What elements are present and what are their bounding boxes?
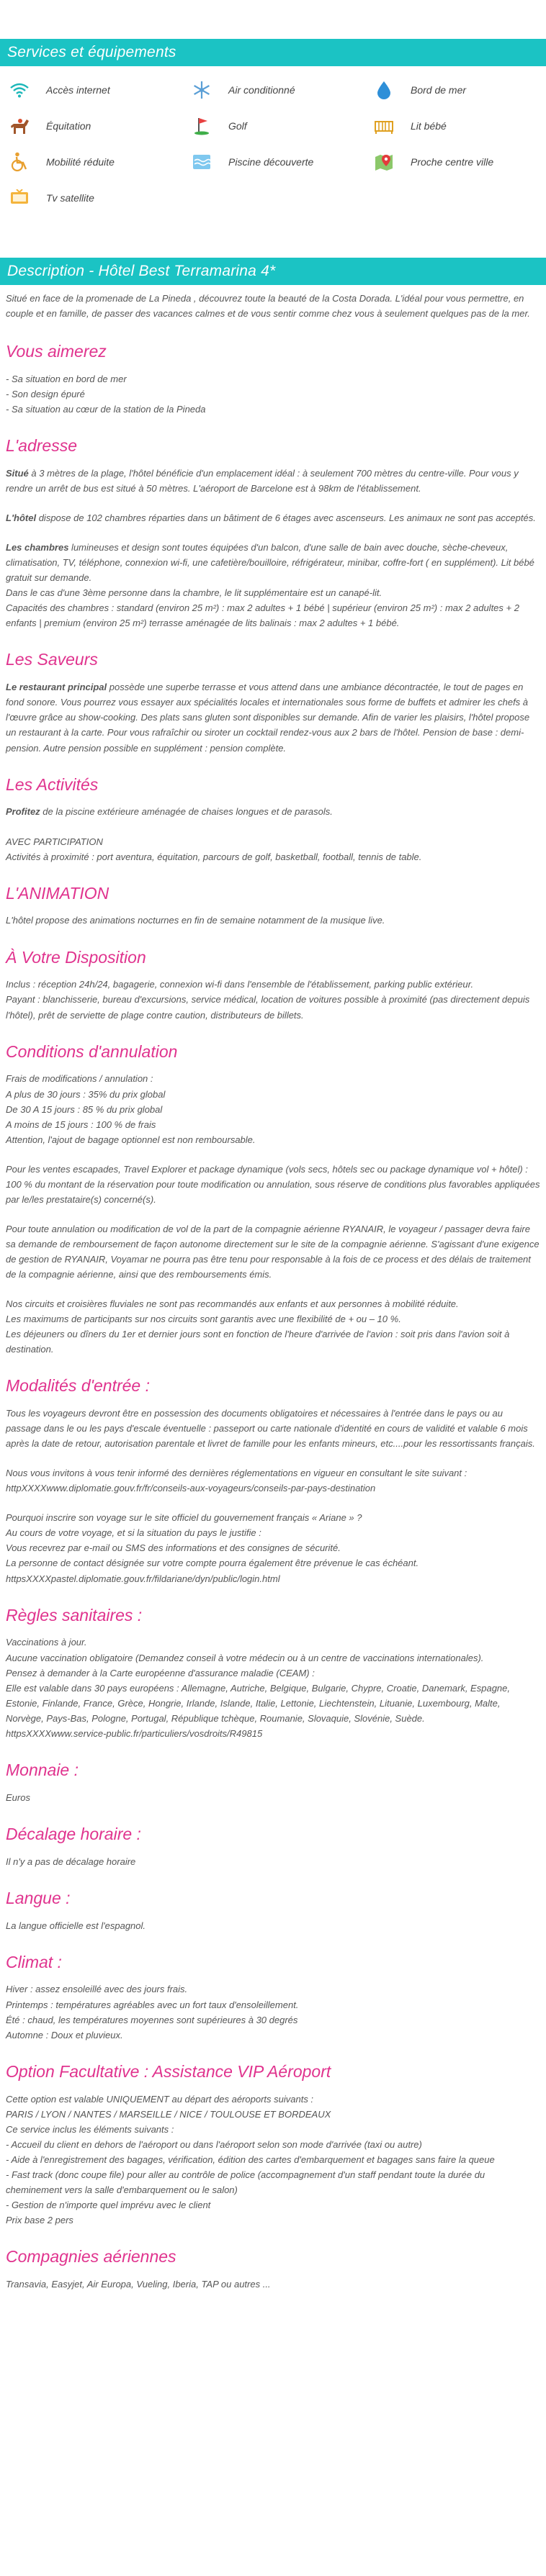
sanitaires-line: httpsXXXXwww.service-public.fr/particuliers/vosdroits/R49815	[6, 1727, 263, 1739]
list-item: A plus de 30 jours : 35% du prix global	[6, 1088, 166, 1100]
description-content	[0, 291, 546, 2292]
animation-paragraph: L'hôtel propose des animations nocturnes en fin de semaine notamment de la musique live.	[6, 915, 385, 926]
description-intro: Situé en face de la promenade de La Pineda , découvrez toute la beauté de la Costa Dorada. L'idéal pour vous permettre, en couple et en famille, de passer des vacances calmes et de vous sentir comme chez vous à seulement quelques pas de la mer.	[6, 293, 530, 320]
sanitaires-line: Elle est valable dans 30 pays européens : Allemagne, Autriche, Belgique, Bulgarie, Chypre, Croatie, Danemark, Espagne, Estonie, Finlande, France, Grèce, Hongrie, Irlande, Islande, Italie, Lettonie, Liechtenstein, Lituanie, Luxembourg, Malte, Norvège, Pays-Bas, Pologne, Portugal, République tchèque, Roumanie, Slovaquie, Slovénie, Suède.	[6, 1682, 510, 1724]
section-title-annulation: Conditions d'annulation	[6, 1041, 178, 1061]
list-item: PARIS / LYON / NANTES / MARSEILLE / NICE / TOULOUSE ET BORDEAUX	[6, 2108, 331, 2120]
section-title-animation: L'ANIMATION	[6, 883, 109, 903]
list-item: Attention, l'ajout de bagage optionnel est non remboursable.	[6, 1134, 256, 1145]
list-item: - Accueil du client en dehors de l'aéroport ou dans l'aéroport selon son mode d'arrivée (taxi ou autre)	[6, 2138, 422, 2150]
section-title-aimerez: Vous aimerez	[6, 342, 107, 361]
paragraph-text: à 3 mètres de la plage, l'hôtel bénéficie d'un emplacement idéal : à seulement 700 mètres du centre-ville. Pour vous y rendre un arrêt de bus est situé à 50 mètres. L'aéroport de Barcelone est à 98km de l'établissement.	[6, 468, 519, 494]
service-item-internet	[9, 75, 191, 105]
vip-list	[6, 2092, 540, 2228]
list-item: A moins de 15 jours : 100 % de frais	[6, 1118, 156, 1130]
services-header: Services et équipements	[0, 39, 546, 66]
bold-lead: Profitez	[6, 806, 40, 818]
saveurs-paragraph	[6, 679, 540, 755]
section-title-entree: Modalités d'entrée :	[6, 1376, 151, 1396]
annulation-paragraph: Les déjeuners ou dîners du 1er et dernier jours sont en fonction de l'heure d'arrivée de l'avion : soit pris dans l'avion soit à destination.	[6, 1329, 510, 1355]
service-label: Golf	[228, 119, 247, 132]
map-pin-icon	[373, 151, 395, 173]
paragraph-text: possède une superbe terrasse et vous attend dans une ambiance décontractée, le tout de pages en fond sonore. Vous pourrez vous essayer aux spécialités locales et internationales sous forme de buffets et admirer les chefs à l'œuvre grâce au show-cooking. Des plats sans gluten sont disponibles sur demande. Afin de varier les plaisirs, l'hôtel propose un restaurant à la carte. Pour vous rafraîchir ou siroter un cocktail rendez-vous aux 2 bars de l'hôtel. Pension de base : demi-pension. Autre pension possible en supplément : pension complète.	[6, 682, 530, 754]
list-item: Cette option est valable UNIQUEMENT au départ des aéroports suivants :	[6, 2093, 314, 2105]
bold-lead: L'hôtel	[6, 512, 37, 524]
entree-line: Au cours de votre voyage, et si la situation du pays le justifie :	[6, 1527, 261, 1539]
list-item: - Aide à l'enregistrement des bagages, vérification, édition des cartes d'embarquement et bagages sans faire la queue	[6, 2154, 495, 2165]
list-item: Hiver : assez ensoleillé avec des jours frais.	[6, 1984, 188, 1995]
entree-paragraph: Tous les voyageurs devront être en possession des documents obligatoires et nécessaires à l'entrée dans le pays ou au passage dans le ou les pays d'escale éventuelle : passeport ou carte nationale d'identité en cours de validité et valable 6 mois après la date de retour, autorisation parentale et livret de famille pour les enfants mineurs, etc....pour les ressortissants français.	[6, 1408, 535, 1450]
activites-line: Activités à proximité : port aventura, équitation, parcours de golf, basketball, football, tennis de table.	[6, 851, 422, 862]
adresse-paragraph: Capacités des chambres : standard (environ 25 m²) : max 2 adultes + 1 bébé | supérieur (environ 25 m²) : max 2 adultes + 2 enfants | premium (environ 25 m²) terrasse aménagée de lits balinais : max 2 adultes + 1 bébé.	[6, 602, 519, 629]
service-item-citycenter	[373, 147, 546, 177]
section-title-saveurs: Les Saveurs	[6, 650, 98, 669]
service-label: Bord de mer	[411, 83, 467, 96]
paragraph-text: de la piscine extérieure aménagée de chaises longues et de parasols.	[40, 806, 333, 818]
water-drop-icon	[373, 79, 395, 101]
disposition-line: Inclus : réception 24h/24, bagagerie, connexion wi-fi dans l'ensemble de l'établissement, parking public extérieur.	[6, 979, 474, 990]
services-grid	[0, 75, 546, 213]
snowflake-icon	[191, 79, 212, 101]
annulation-paragraph: Pour les ventes escapades, Travel Explorer et package dynamique (vols secs, hôtels sec ou package dynamique vol + hôtel) : 100 % du montant de la réservation pour toute modification ou annulation, sous réserve de conditions plus favorables appliquées par le/les prestataire(s) concerné(s).	[6, 1163, 540, 1205]
section-title-adresse: L'adresse	[6, 436, 78, 456]
section-title-activites: Les Activités	[6, 774, 99, 794]
service-item-mobility	[9, 147, 191, 177]
annulation-paragraph: Pour toute annulation ou modification de vol de la part de la compagnie aérienne RYANAIR, le voyageur / passager devra faire sa demande de remboursement de façon autonome directement sur le site de la compagnie aérienne. S'agissant d'une exigence de gestion de RYANAIR, Voyamar ne pourra pas être tenu pour responsable à la fois de ce process et des délais de traitement de la compagnie aérienne, ainsi que des remboursements émis.	[6, 1223, 540, 1280]
bold-lead: Situé	[6, 468, 29, 479]
sanitaires-line: Vaccinations à jour.	[6, 1637, 87, 1648]
langue-text: La langue officielle est l'espagnol.	[6, 1920, 146, 1931]
paragraph-text: lumineuses et design sont toutes équipées d'un balcon, d'une salle de bain avec douche, sèche-cheveux, climatisation, TV, téléphone, connexion wi-fi, une cafetière/bouilloire, réfrigérateur, minibar, coffre-fort ( en supplément). Lit bébé gratuit sur demande.	[6, 542, 534, 584]
horse-icon	[9, 115, 30, 137]
section-title-vip: Option Facultative : Assistance VIP Aéroport	[6, 2061, 331, 2081]
section-title-langue: Langue :	[6, 1888, 71, 1907]
service-item-horse	[9, 111, 191, 141]
service-label: Accès internet	[46, 83, 110, 96]
activites-line: AVEC PARTICIPATION	[6, 836, 103, 847]
adresse-paragraph	[6, 510, 540, 525]
service-item-golf	[191, 111, 373, 141]
service-label: Tv satellite	[46, 191, 94, 204]
service-label: Proche centre ville	[411, 155, 494, 168]
section-title-monnaie: Monnaie :	[6, 1760, 79, 1779]
list-item: Frais de modifications / annulation :	[6, 1073, 153, 1085]
list-item: Été : chaud, les températures moyennes sont supérieures à 30 degrés	[6, 2014, 298, 2025]
entree-line: Vous recevrez par e-mail ou SMS des informations et des consignes de sécurité.	[6, 1542, 341, 1554]
climat-list	[6, 1981, 540, 2042]
adresse-paragraph	[6, 540, 540, 585]
list-item: De 30 A 15 jours : 85 % du prix global	[6, 1103, 163, 1115]
service-label: Mobilité réduite	[46, 155, 115, 168]
service-item-crib	[373, 111, 546, 141]
bold-lead: Le restaurant principal	[6, 682, 107, 693]
monnaie-text: Euros	[6, 1791, 30, 1803]
entree-line: httpsXXXXpastel.diplomatie.gouv.fr/fildariane/dyn/public/login.html	[6, 1573, 280, 1584]
list-item: - Fast track (donc coupe file) pour aller au contrôle de police (accompagnement d'un staff pendant toute la durée du cheminement vers la salle d'embarquement ou le salon)	[6, 2169, 485, 2195]
service-item-pool	[191, 147, 373, 177]
service-label: Air conditionné	[228, 83, 295, 96]
section-title-decalage: Décalage horaire :	[6, 1824, 141, 1843]
pool-icon	[191, 151, 212, 173]
adresse-paragraph: Dans le cas d'une 3ème personne dans la chambre, le lit supplémentaire est un canapé-lit.	[6, 587, 382, 599]
aimerez-list	[6, 371, 540, 417]
entree-paragraph: Nous vous invitons à vous tenir informé des dernières réglementations en vigueur en consultant le site suivant : httpXXXXwww.diplomatie.gouv.fr/fr/conseils-aux-voyageurs/conseils-par-pays-destination	[6, 1468, 467, 1494]
disposition-line: Payant : blanchisserie, bureau d'excursions, service médical, location de voitures possible à proximité (pas directement depuis l'hôtel), prêt de serviette de plage contre caution, distributeurs de billets.	[6, 994, 530, 1021]
description-header: Description - Hôtel Best Terramarina 4*	[0, 258, 546, 285]
service-item-aircon	[191, 75, 373, 105]
service-label: Lit bébé	[411, 119, 447, 132]
section-title-climat: Climat :	[6, 1952, 62, 1971]
section-title-compagnies: Compagnies aériennes	[6, 2246, 176, 2266]
list-item: - Sa situation en bord de mer	[6, 373, 127, 384]
section-title-sanitaires: Règles sanitaires :	[6, 1605, 143, 1624]
sanitaires-line: Aucune vaccination obligatoire (Demandez conseil à votre médecin ou à un centre de vaccinations internationales).	[6, 1652, 484, 1663]
annulation-paragraph: Les maximums de participants sur nos circuits sont garantis avec une flexibilité de + ou – 10 %.	[6, 1314, 401, 1325]
compagnies-text: Transavia, Easyjet, Air Europa, Vueling, Iberia, TAP ou autres ...	[6, 2278, 271, 2290]
wheelchair-icon	[9, 151, 30, 173]
tv-icon	[9, 187, 30, 209]
list-item: Prix base 2 pers	[6, 2214, 73, 2225]
annulation-list	[6, 1071, 540, 1147]
list-item: Printemps : températures agréables avec un fort taux d'ensoleillement.	[6, 1999, 299, 2010]
list-item: - Son design épuré	[6, 389, 85, 400]
entree-line: La personne de contact désignée sur votre compte pourra également être prévenue le cas échéant.	[6, 1558, 419, 1569]
list-item: Automne : Doux et pluvieux.	[6, 2029, 123, 2041]
golf-icon	[191, 115, 212, 137]
entree-line: Pourquoi inscrire son voyage sur le site officiel du gouvernement français « Ariane » ?	[6, 1512, 362, 1524]
service-item-seaside	[373, 75, 546, 105]
list-item: - Gestion de n'importe quel imprévu avec le client	[6, 2199, 211, 2210]
paragraph-text: dispose de 102 chambres réparties dans un bâtiment de 6 étages avec ascenseurs. Les animaux ne sont pas acceptés.	[36, 512, 536, 524]
service-label: Piscine découverte	[228, 155, 314, 168]
crib-icon	[373, 115, 395, 137]
bold-lead: Les chambres	[6, 542, 69, 553]
service-label: Équitation	[46, 119, 91, 132]
wifi-icon	[9, 79, 30, 101]
decalage-text: Il n'y a pas de décalage horaire	[6, 1856, 136, 1867]
service-item-tv	[9, 183, 191, 213]
annulation-paragraph: Nos circuits et croisières fluviales ne sont pas recommandés aux enfants et aux personnes à mobilité réduite.	[6, 1298, 459, 1310]
list-item: Ce service inclus les éléments suivants :	[6, 2123, 174, 2135]
list-item: - Sa situation au cœur de la station de la Pineda	[6, 404, 206, 415]
activites-paragraph	[6, 804, 540, 819]
section-title-disposition: À Votre Disposition	[6, 947, 146, 967]
adresse-paragraph	[6, 466, 540, 496]
sanitaires-line: Pensez à demander à la Carte européenne d'assurance maladie (CEAM) :	[6, 1667, 315, 1678]
